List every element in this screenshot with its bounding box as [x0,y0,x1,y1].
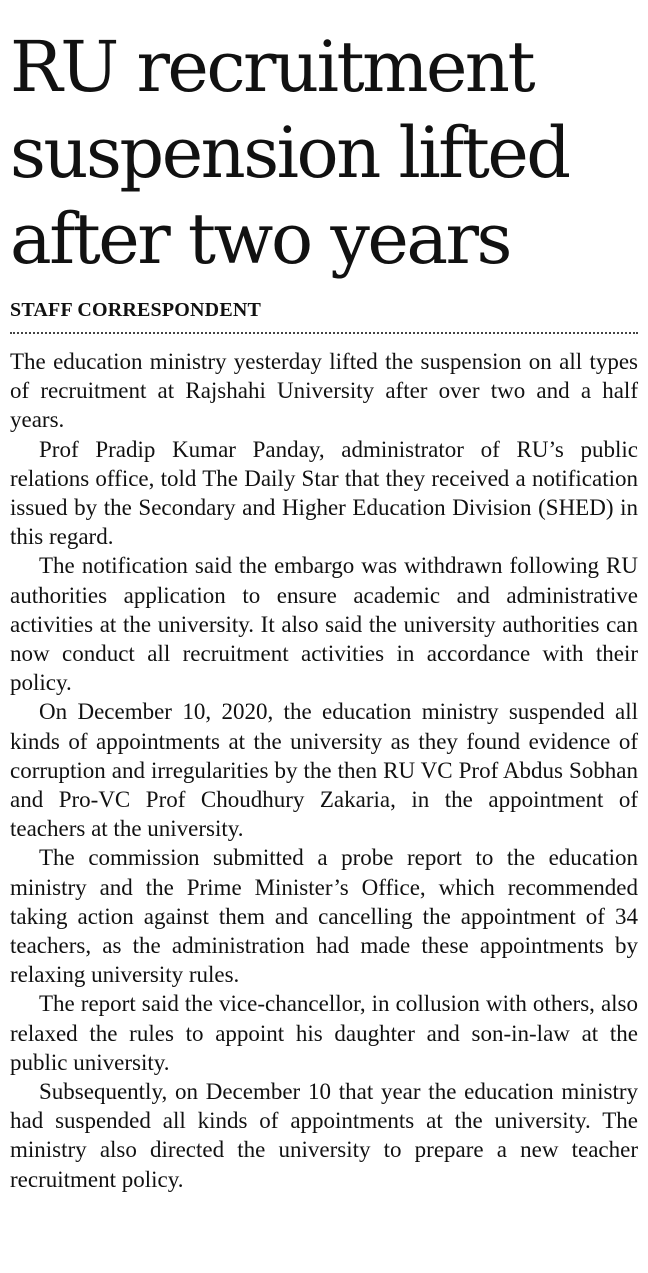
byline: STAFF CORRESPONDENT [10,298,638,334]
body-paragraph: Subsequently, on December 10 that year the education ministry had suspended all kinds of appointments at the university. The ministry also directed the university to prepare a new teacher recruitment policy. [10,1079,638,1192]
headline-line: RU recruitment [10,26,534,108]
article-body [10,347,638,1194]
body-paragraph: The report said the vice-chancellor, in collusion with others, also relaxed the rules to appoint his daughter and son-in-law at the public university. [10,991,638,1075]
headline-line: after two years [10,198,510,280]
body-paragraph: The education ministry yesterday lifted the suspension on all types of recruitment at Rajshahi University after over two and a half years. [10,349,638,433]
news-article [10,0,638,1194]
body-paragraph: The notification said the embargo was withdrawn following RU authorities application to ensure academic and administrative activities at the university. It also said the university authorities can now conduct all recruitment activities in accordance with their policy. [10,553,638,696]
headline-line: suspension lifted [10,112,569,194]
body-paragraph: Prof Pradip Kumar Panday, administrator of RU’s public relations office, told The Daily Star that they received a notification issued by the Secondary and Higher Education Division (SHED) in this regard. [10,436,638,550]
headline [10,0,638,282]
body-paragraph: The commission submitted a probe report to the education ministry and the Prime Minister’s Office, which recommended taking action against them and cancelling the appointment of 34 teachers, as the administration had made these appointments by relaxing university rules. [10,845,638,988]
body-paragraph: On December 10, 2020, the education ministry suspended all kinds of appointments at the university as they found evidence of corruption and irregularities by the then RU VC Prof Abdus Sobhan and Pro-VC Prof Choudhury Zakaria, in the appointment of teachers at the university. [10,699,638,842]
